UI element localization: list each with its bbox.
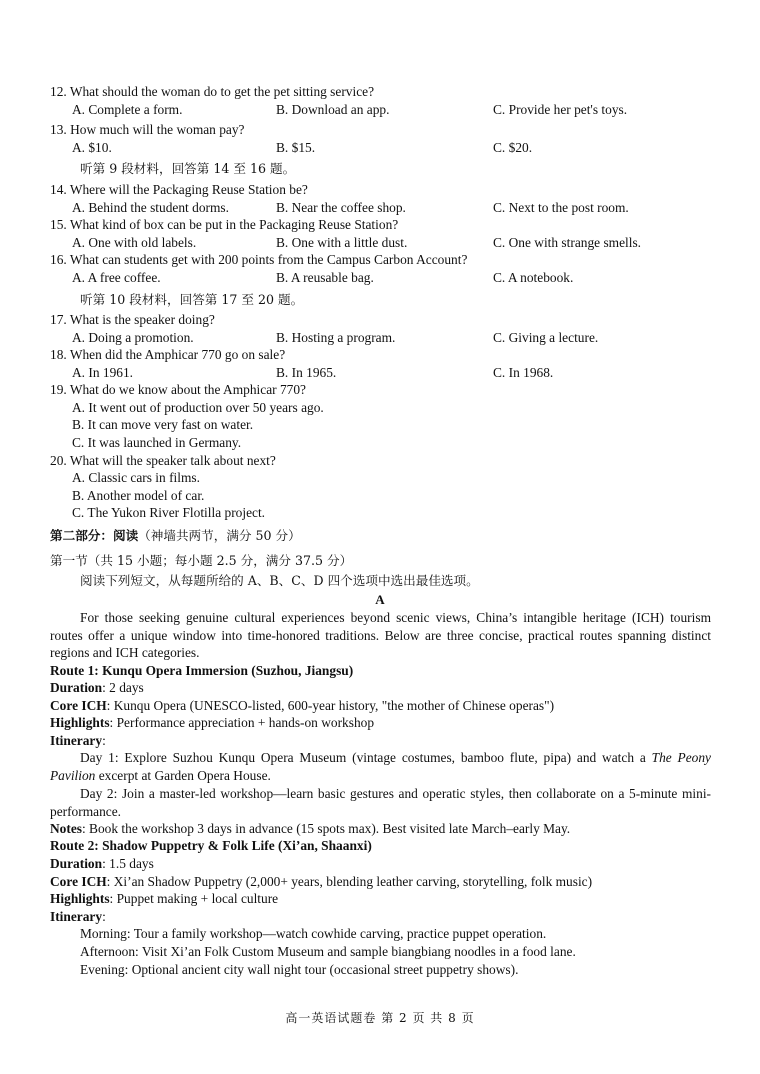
question-18-option-c: C. In 1968. <box>493 365 554 380</box>
question-19-option-b: B. It can move very fast on water. <box>72 417 254 432</box>
reading-instruction: 阅读下列短文，从每题所给的 A、B、C、D 四个选项中选出最佳选项。 <box>80 573 479 588</box>
passage-intro: For those seeking genuine cultural experiences beyond scenic views, China’s intangible heritage (ICH) tourism routes offer a unique window into time-honored traditions. Below are three concise, practical routes spanning distinct regions and ICH categories. <box>50 610 711 661</box>
route-2-core-label: Core ICH <box>50 874 107 889</box>
route-2-duration-label: Duration <box>50 856 103 871</box>
route-1-highlights <box>50 714 374 731</box>
route-2-core-value: : Xi’an Shadow Puppetry (2,000+ years, blending leather carving, storytelling, folk music) <box>106 874 593 889</box>
route-1-duration-label: Duration <box>50 680 103 695</box>
question-20-option-b: B. Another model of car. <box>72 488 205 503</box>
question-17-option-b: B. Hosting a program. <box>276 330 396 345</box>
route-2-evening: Evening: Optional ancient city wall night tour (occasional street puppetry shows). <box>80 962 519 977</box>
question-14-option-b: B. Near the coffee shop. <box>276 200 406 215</box>
question-14-stem: 14. Where will the Packaging Reuse Station be? <box>50 182 308 197</box>
section-one-heading: 第一节（共 15 小题；每小题 2.5 分，满分 37.5 分） <box>50 553 353 568</box>
question-14-option-c: C. Next to the post room. <box>493 200 629 215</box>
question-15-option-a: A. One with old labels. <box>72 235 197 250</box>
listening-note-10: 听第 10 段材料，回答第 17 至 20 题。 <box>80 292 304 307</box>
listening-note-9: 听第 9 段材料，回答第 14 至 16 题。 <box>80 161 296 176</box>
question-12-option-a: A. Complete a form. <box>72 102 183 117</box>
question-16-option-a: A. A free coffee. <box>72 270 161 285</box>
route-1-itinerary-label: Itinerary <box>50 733 103 748</box>
question-18-option-b: B. In 1965. <box>276 365 337 380</box>
question-19-stem: 19. What do we know about the Amphicar 770? <box>50 382 306 397</box>
route-2-afternoon: Afternoon: Visit Xi’an Folk Custom Museum and sample biangbiang noodles in a food lane. <box>80 944 576 959</box>
route-2-itinerary-colon: : <box>102 909 106 924</box>
route-2-core <box>50 873 592 890</box>
route-2-title: Route 2: Shadow Puppetry & Folk Life (Xi’an, Shaanxi) <box>50 838 372 853</box>
question-19-option-a: A. It went out of production over 50 years ago. <box>72 400 324 415</box>
route-1-notes-label: Notes <box>50 821 82 836</box>
route-1-title: Route 1: Kunqu Opera Immersion (Suzhou, Jiangsu) <box>50 663 354 678</box>
question-16-stem: 16. What can students get with 200 points from the Campus Carbon Account? <box>50 252 468 267</box>
question-12-option-c: C. Provide her pet's toys. <box>493 102 628 117</box>
part-two-heading <box>50 527 301 544</box>
route-1-duration-value: : 2 days <box>102 680 144 695</box>
part-two-title: 第二部分：阅读 <box>50 528 139 543</box>
route-1-highlights-value: : Performance appreciation + hands-on workshop <box>109 715 375 730</box>
question-12-option-b: B. Download an app. <box>276 102 390 117</box>
question-14-option-a: A. Behind the student dorms. <box>72 200 229 215</box>
route-2-itinerary-label: Itinerary <box>50 909 103 924</box>
route-1-highlights-label: Highlights <box>50 715 110 730</box>
route-1-itinerary <box>50 732 106 749</box>
route-1-day-1-end: excerpt at Garden Opera House. <box>95 767 271 783</box>
passage-letter: A <box>375 592 385 607</box>
route-2-duration-value: : 1.5 days <box>102 856 154 871</box>
question-16-option-b: B. A reusable bag. <box>276 270 374 285</box>
route-2-highlights-label: Highlights <box>50 891 110 906</box>
route-1-day-1 <box>50 749 711 784</box>
question-18-option-a: A. In 1961. <box>72 365 133 380</box>
route-1-notes-value: : Book the workshop 3 days in advance (15 spots max). Best visited late March–early May. <box>81 821 571 836</box>
question-16-option-c: C. A notebook. <box>493 270 574 285</box>
question-17-option-a: A. Doing a promotion. <box>72 330 194 345</box>
route-1-itinerary-colon: : <box>102 733 106 748</box>
question-13-stem: 13. How much will the woman pay? <box>50 122 245 137</box>
question-13-option-a: A. $10. <box>72 140 112 155</box>
question-17-stem: 17. What is the speaker doing? <box>50 312 215 327</box>
route-2-itinerary <box>50 908 106 925</box>
question-20-stem: 20. What will the speaker talk about next? <box>50 453 276 468</box>
route-1-core <box>50 697 554 714</box>
route-2-highlights <box>50 890 278 907</box>
route-1-day-1-text: Day 1: Explore Suzhou Kunqu Opera Museum (vintage costumes, bamboo flute, pipa) and watch a <box>80 750 652 765</box>
question-12-stem: 12. What should the woman do to get the pet sitting service? <box>50 84 375 99</box>
question-19-option-c: C. It was launched in Germany. <box>72 435 242 450</box>
route-1-core-label: Core ICH <box>50 698 107 713</box>
route-1-day-1-title: The Peony Pavilion <box>50 750 711 783</box>
question-15-option-c: C. One with strange smells. <box>493 235 642 250</box>
question-20-option-c: C. The Yukon River Flotilla project. <box>72 505 266 520</box>
route-2-duration <box>50 855 154 872</box>
route-2-morning: Morning: Tour a family workshop—watch cowhide carving, practice puppet operation. <box>80 926 547 941</box>
route-1-day-2: Day 2: Join a master-led workshop—learn basic gestures and operatic styles, then collaborate on a 5-minute mini-performance. <box>50 786 711 819</box>
question-15-stem: 15. What kind of box can be put in the Packaging Reuse Station? <box>50 217 399 232</box>
question-17-option-c: C. Giving a lecture. <box>493 330 599 345</box>
route-1-core-value: : Kunqu Opera (UNESCO-listed, 600-year history, "the mother of Chinese operas") <box>106 698 555 713</box>
question-13-option-b: B. $15. <box>276 140 316 155</box>
route-2-highlights-value: : Puppet making + local culture <box>109 891 279 906</box>
page-footer: 高一英语试题卷 第 2 页 共 8 页 <box>285 1011 475 1025</box>
route-1-notes <box>50 820 570 837</box>
question-15-option-b: B. One with a little dust. <box>276 235 408 250</box>
part-two-subtitle: （神墙共两节，满分 50 分） <box>138 528 301 543</box>
route-1-duration <box>50 679 144 696</box>
question-18-stem: 18. When did the Amphicar 770 go on sale? <box>50 347 286 362</box>
question-13-option-c: C. $20. <box>493 140 533 155</box>
question-20-option-a: A. Classic cars in films. <box>72 470 200 485</box>
